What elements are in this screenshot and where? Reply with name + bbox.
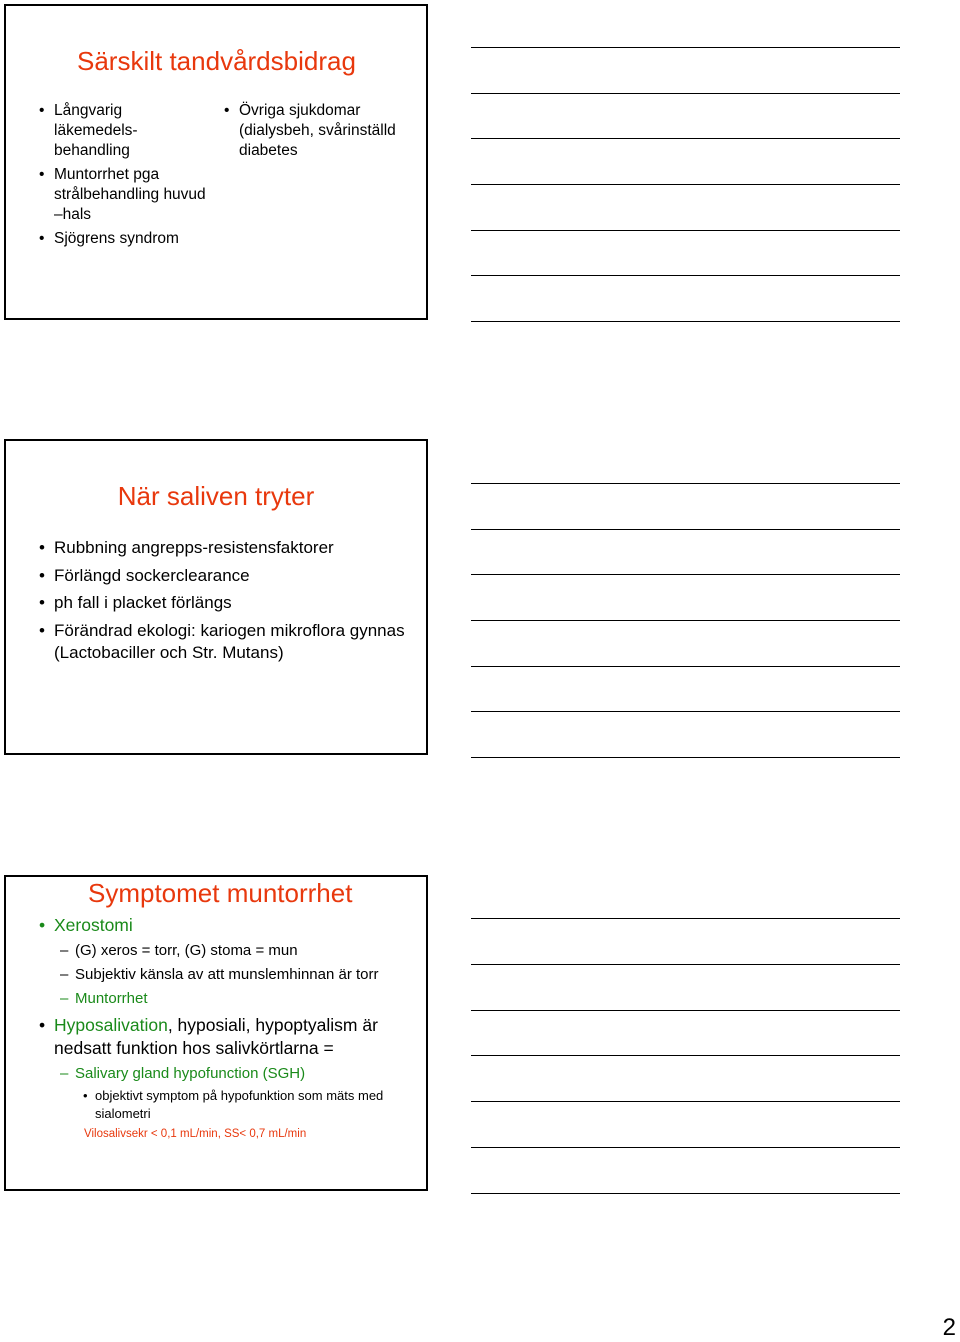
note-line: [471, 1055, 900, 1056]
note-line: [471, 918, 900, 919]
list-item: • Förlängd sockerclearance: [39, 565, 419, 587]
slide-title: När saliven tryter: [117, 481, 315, 511]
sub-item-text: Muntorrhet: [75, 990, 148, 1007]
note-line: [471, 529, 900, 530]
bullet-list: [39, 537, 419, 669]
list-item: • Långvarig läkemedels-behandling: [39, 101, 209, 161]
note-line: [471, 93, 900, 94]
sub-item-text: (G) xeros = torr, (G) stoma = mun: [75, 942, 298, 959]
hyposalivation-item: [39, 1014, 424, 1060]
note-line: [471, 138, 900, 139]
note-line: [471, 757, 900, 758]
list-item: • ph fall i placket förlängs: [39, 592, 419, 614]
sub-item: – Muntorrhet: [60, 990, 148, 1007]
sub-item: – Salivary gland hypofunction (SGH): [60, 1065, 306, 1082]
note-line: [471, 230, 900, 231]
note-line: [471, 666, 900, 667]
sub-sub-item: • objektivt symptom på hypofunktion som mäts med sialometri: [77, 1087, 424, 1123]
note-line: [471, 620, 900, 621]
xerostomi-heading: • Xerostomi: [39, 914, 424, 937]
note-line: [471, 1193, 900, 1194]
slide-title: Symptomet muntorrhet: [88, 878, 353, 908]
hyposalivation-text: , hyposiali, hypoptyalism är nedsatt funktion hos salivkörtlarna =: [54, 1015, 378, 1058]
note-line: [471, 1101, 900, 1102]
slide-2: [4, 439, 428, 755]
bullet-list-left: [39, 101, 209, 253]
list-item: • Rubbning angrepps-resistensfaktorer: [39, 537, 419, 559]
slide-1: [4, 4, 428, 320]
note-line: [471, 711, 900, 712]
note-line: [471, 964, 900, 965]
hyposalivation-term: Hyposalivation: [54, 1015, 168, 1035]
note-line: [471, 1010, 900, 1011]
note-line: [471, 275, 900, 276]
list-item: • Sjögrens syndrom: [39, 229, 209, 249]
note-line: [471, 321, 900, 322]
sub-item-text: Salivary gland hypofunction (SGH): [75, 1065, 306, 1082]
slide-body: [39, 914, 424, 1142]
note-line: [471, 47, 900, 48]
list-item: • Övriga sjukdomar (dialysbeh, svårinställd diabetes: [224, 101, 414, 161]
list-item: • Muntorrhet pga strålbehandling huvud –hals: [39, 165, 209, 225]
sub-item: – Subjektiv känsla av att munslemhinnan är torr: [60, 966, 379, 983]
bullet-list-right: [224, 101, 414, 165]
page-number: 2: [942, 1314, 956, 1341]
note-line: [471, 574, 900, 575]
values-note: Vilosalivsekr < 0,1 mL/min, SS< 0,7 mL/min: [84, 1128, 307, 1140]
sub-item: – (G) xeros = torr, (G) stoma = mun: [60, 942, 298, 959]
slide-3: [4, 875, 428, 1191]
slide-title: Särskilt tandvårdsbidrag: [77, 46, 356, 76]
note-line: [471, 1147, 900, 1148]
list-item: • Förändrad ekologi: kariogen mikroflora gynnas (Lactobaciller och Str. Mutans): [39, 620, 419, 664]
sub-item-text: Subjektiv känsla av att munslemhinnan är torr: [75, 966, 379, 983]
note-line: [471, 184, 900, 185]
note-line: [471, 483, 900, 484]
